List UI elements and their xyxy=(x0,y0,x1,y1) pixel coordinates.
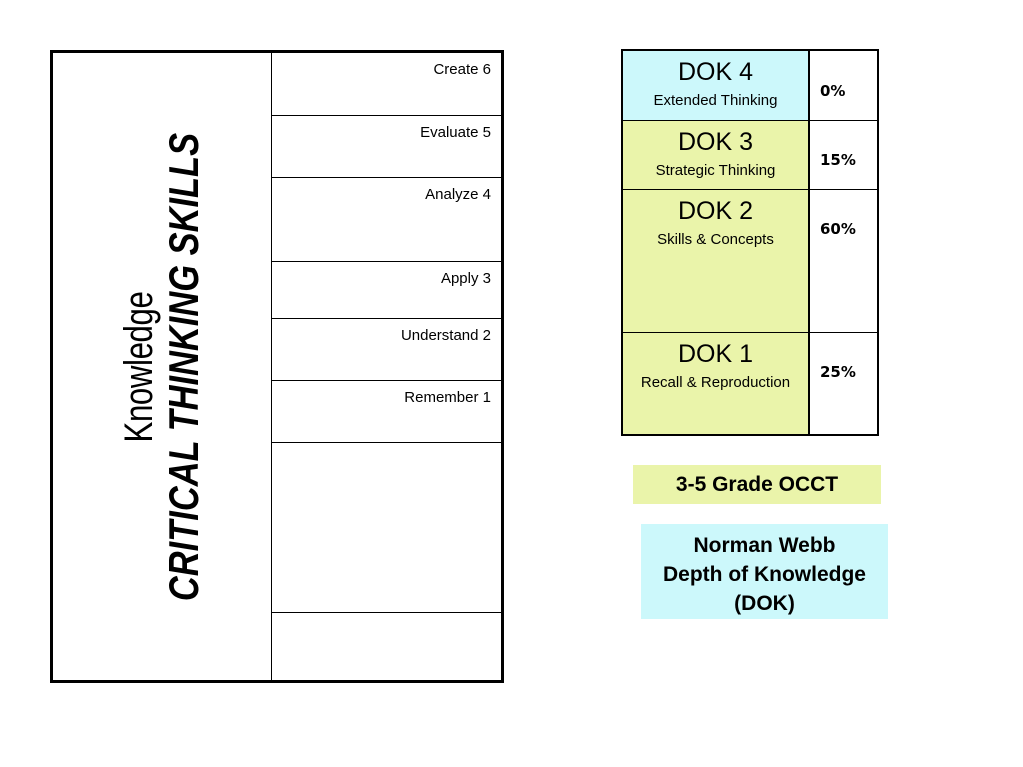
dok-table xyxy=(621,49,879,436)
level-cell-understand xyxy=(272,319,501,381)
level-label: Analyze 4 xyxy=(425,186,491,203)
grade-label-box: 3-5 Grade OCCT xyxy=(633,465,881,504)
dok-percent: 0% xyxy=(820,82,846,100)
level-cell-create xyxy=(272,53,501,116)
level-cell-evaluate xyxy=(272,116,501,178)
dok-percent: 25% xyxy=(820,363,856,381)
level-cell-apply xyxy=(272,262,501,319)
level-cell-empty xyxy=(272,443,501,613)
title-critical-thinking: CRITICAL THINKING SKILLS xyxy=(160,132,207,601)
dok-percent: 15% xyxy=(820,151,856,169)
dok-title: DOK 4 xyxy=(677,58,754,86)
level-label: Create 6 xyxy=(433,61,491,78)
bloom-taxonomy-table xyxy=(50,50,504,683)
dok-name-cell xyxy=(623,121,810,189)
bloom-title-cell xyxy=(53,53,272,680)
level-label: Evaluate 5 xyxy=(420,124,491,141)
title-knowledge: Knowledge xyxy=(117,291,161,442)
dok-title: DOK 3 xyxy=(677,128,754,156)
dok-name-cell xyxy=(623,51,810,120)
webb-line-3: (DOK) xyxy=(734,592,795,615)
dok-subtitle: Extended Thinking xyxy=(653,92,778,109)
dok-name-cell xyxy=(623,190,810,332)
dok-row-1 xyxy=(623,333,877,434)
level-cell-remember xyxy=(272,381,501,443)
webb-line-2: Depth of Knowledge xyxy=(663,563,866,586)
dok-row-4 xyxy=(623,51,877,121)
level-cell-empty xyxy=(272,613,501,680)
vertical-title xyxy=(117,81,207,652)
dok-name-cell xyxy=(623,333,810,434)
dok-subtitle: Strategic Thinking xyxy=(655,162,776,179)
level-label: Understand 2 xyxy=(400,327,491,344)
dok-row-3 xyxy=(623,121,877,190)
dok-title: DOK 2 xyxy=(677,197,754,225)
dok-row-2 xyxy=(623,190,877,333)
dok-subtitle: Recall & Reproduction xyxy=(640,374,791,391)
dok-percent: 60% xyxy=(820,220,856,238)
level-cell-analyze xyxy=(272,178,501,262)
dok-title: DOK 1 xyxy=(677,340,754,368)
level-label: Remember 1 xyxy=(404,389,491,406)
webb-line-1: Norman Webb xyxy=(693,534,836,557)
level-label: Apply 3 xyxy=(440,270,491,287)
dok-subtitle: Skills & Concepts xyxy=(657,231,774,248)
webb-title-box xyxy=(641,524,888,619)
